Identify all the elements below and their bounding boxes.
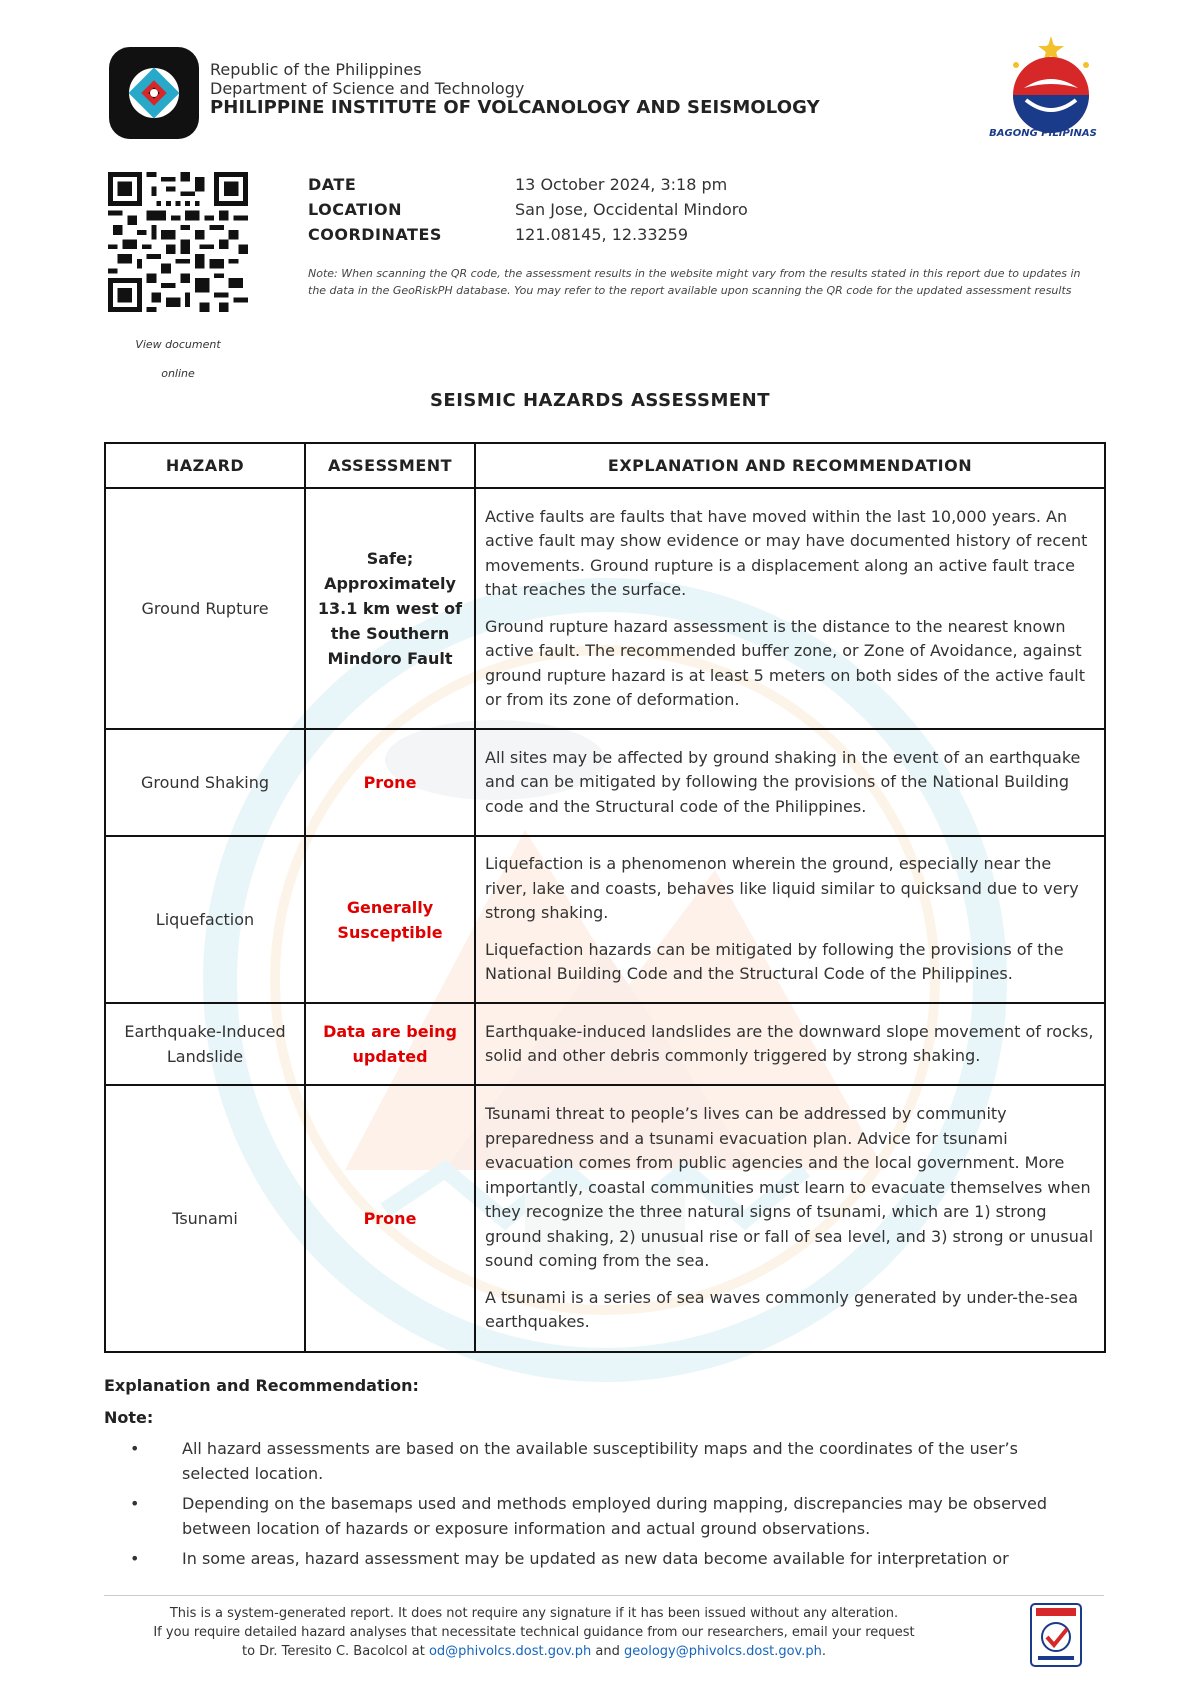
table-row-liquefaction bbox=[105, 836, 1105, 1003]
coordinates-value: 121.08145, 12.33259 bbox=[515, 225, 689, 244]
assessment-value: Safe; Approximately 13.1 km west of the Southern Mindoro Fault bbox=[305, 488, 475, 729]
phivolcs-logo bbox=[108, 46, 200, 140]
email-link-od[interactable]: od@phivolcs.dost.gov.ph bbox=[428, 1644, 592, 1659]
location-value: San Jose, Occidental Mindoro bbox=[515, 200, 748, 219]
note-text: All hazard assessments are based on the available susceptibility maps and the coordinates of the user’s selected location. bbox=[182, 1439, 1018, 1483]
table-row-tsunami bbox=[105, 1085, 1105, 1352]
coordinates-label: COORDINATES bbox=[308, 225, 442, 244]
agency-line-phivolcs: PHILIPPINE INSTITUTE OF VOLCANOLOGY AND SEISMOLOGY bbox=[210, 97, 820, 118]
explanation-paragraph: Liquefaction hazards can be mitigated by following the provisions of the National Building Code and the Structural Code of the Philippines. bbox=[485, 939, 1064, 984]
qr-code[interactable] bbox=[108, 172, 248, 312]
explanation-cell bbox=[475, 729, 1105, 836]
footer-line-3 bbox=[104, 1642, 964, 1661]
info-row-date bbox=[308, 175, 748, 200]
list-item bbox=[130, 1546, 1050, 1571]
email-link-geology[interactable]: geology@phivolcs.dost.gov.ph bbox=[624, 1644, 822, 1659]
table-row-earthquake-induced-landslide bbox=[105, 1003, 1105, 1085]
explanation-paragraph: Ground rupture hazard assessment is the distance to the nearest known active fault. The recommended buffer zone, or Zone of Avoidance, against ground rupture hazard is at least 5 meters on both sides of the active fault or from its zone of deformation. bbox=[485, 616, 1085, 709]
bullet-icon: • bbox=[130, 1549, 140, 1568]
note-heading: Note: bbox=[104, 1408, 154, 1427]
hazard-name: Ground Rupture bbox=[105, 488, 305, 729]
explanation-cell bbox=[475, 488, 1105, 729]
assessment-value: Generally Susceptible bbox=[305, 836, 475, 1003]
assessment-value: Prone bbox=[305, 729, 475, 836]
explanation-paragraph: All sites may be affected by ground shaking in the event of an earthquake and can be mitigated by following the provisions of the National Building code and the Structural code of the Philippines. bbox=[485, 747, 1081, 816]
footer-divider bbox=[104, 1595, 1104, 1596]
column-header-explanation: EXPLANATION AND RECOMMENDATION bbox=[475, 443, 1105, 488]
date-value: 13 October 2024, 3:18 pm bbox=[515, 175, 728, 194]
explanation-paragraph: Active faults are faults that have moved within the last 10,000 years. An active fault may show evidence or may have documented history of recent movements. Ground rupture is a displacement along an active fault trace that reaches the surface. bbox=[485, 506, 1088, 599]
bullet-icon: • bbox=[130, 1439, 140, 1458]
note-text: Depending on the basemaps used and methods employed during mapping, discrepancies may be observed between location of hazards or exposure information and actual ground observations. bbox=[182, 1494, 1048, 1538]
column-header-assessment: ASSESSMENT bbox=[305, 443, 475, 488]
bullet-icon: • bbox=[130, 1494, 140, 1513]
qr-note: Note: When scanning the QR code, the assessment results in the website might vary from the results stated in this report due to updates in the data in the GeoRiskPH database. You may refer to the report available upon scanning the QR code for the updated assessment results bbox=[308, 267, 1081, 297]
explanation-cell bbox=[475, 1003, 1105, 1085]
table-row-ground-shaking bbox=[105, 729, 1105, 836]
report-info bbox=[308, 175, 748, 250]
list-item bbox=[130, 1491, 1050, 1541]
agency-name-block bbox=[210, 60, 820, 117]
explanation-paragraph: Tsunami threat to people’s lives can be addressed by community preparedness and a tsunami evacuation plan. Advice for tsunami evacuation comes from public agencies and the local government. More importantly, coastal communities must learn to evacuate themselves when they recognize the three natural signs of tsunami, which are 1) strong ground shaking, 2) unusual rise or fall of sea level, and 3) strong or unusual sound coming from the sea. bbox=[485, 1104, 1094, 1271]
footer-prefix: to Dr. Teresito C. Bacolcol at bbox=[241, 1644, 429, 1659]
explanation-paragraph: A tsunami is a series of sea waves commonly generated by under-the-sea earthquakes. bbox=[485, 1287, 1079, 1332]
note-text: In some areas, hazard assessment may be updated as new data become available for interpretation or bbox=[182, 1549, 1009, 1568]
hazard-name: Liquefaction bbox=[105, 836, 305, 1003]
info-row-coordinates bbox=[308, 225, 748, 250]
table-row-ground-rupture bbox=[105, 488, 1105, 729]
footer-suffix: . bbox=[821, 1644, 827, 1659]
location-label: LOCATION bbox=[308, 200, 402, 219]
explanation-paragraph: Liquefaction is a phenomenon wherein the ground, especially near the river, lake and coasts, behaves like liquid similar to quicksand due to very strong shaking. bbox=[485, 854, 1079, 923]
table-header-row bbox=[105, 443, 1105, 488]
bagong-pilipinas-logo bbox=[996, 30, 1106, 140]
certification-badge bbox=[1030, 1603, 1082, 1667]
list-item bbox=[130, 1436, 1050, 1486]
assessment-value: Data are being updated bbox=[305, 1003, 475, 1085]
bagong-pilipinas-text: BAGONG PILIPINAS bbox=[989, 128, 1097, 139]
explanation-cell bbox=[475, 1085, 1105, 1352]
explanation-paragraph: Earthquake-induced landslides are the downward slope movement of rocks, solid and other debris commonly triggered by strong shaking. bbox=[485, 1021, 1094, 1065]
footer-mid: and bbox=[591, 1644, 625, 1659]
footer bbox=[104, 1604, 964, 1661]
hazards-table bbox=[104, 442, 1106, 1353]
column-header-hazard: HAZARD bbox=[105, 443, 305, 488]
explanation-heading: Explanation and Recommendation: bbox=[104, 1376, 419, 1395]
info-row-location bbox=[308, 200, 748, 225]
assessment-value: Prone bbox=[305, 1085, 475, 1352]
explanation-cell bbox=[475, 836, 1105, 1003]
footer-line-1: This is a system-generated report. It does not require any signature if it has been issued without any alteration. bbox=[169, 1606, 899, 1621]
hazard-name: Ground Shaking bbox=[105, 729, 305, 836]
notes-list bbox=[130, 1436, 1050, 1576]
footer-line-2: If you require detailed hazard analyses that necessitate technical guidance from our researchers, email your request bbox=[153, 1625, 915, 1640]
page-title: SEISMIC HAZARDS ASSESSMENT bbox=[429, 390, 771, 411]
qr-caption: View document online bbox=[135, 338, 221, 380]
hazard-name: Tsunami bbox=[105, 1085, 305, 1352]
agency-line-dost: Department of Science and Technology bbox=[210, 79, 525, 98]
hazard-name: Earthquake-Induced Landslide bbox=[105, 1003, 305, 1085]
date-label: DATE bbox=[308, 175, 357, 194]
agency-line-republic: Republic of the Philippines bbox=[210, 60, 422, 79]
